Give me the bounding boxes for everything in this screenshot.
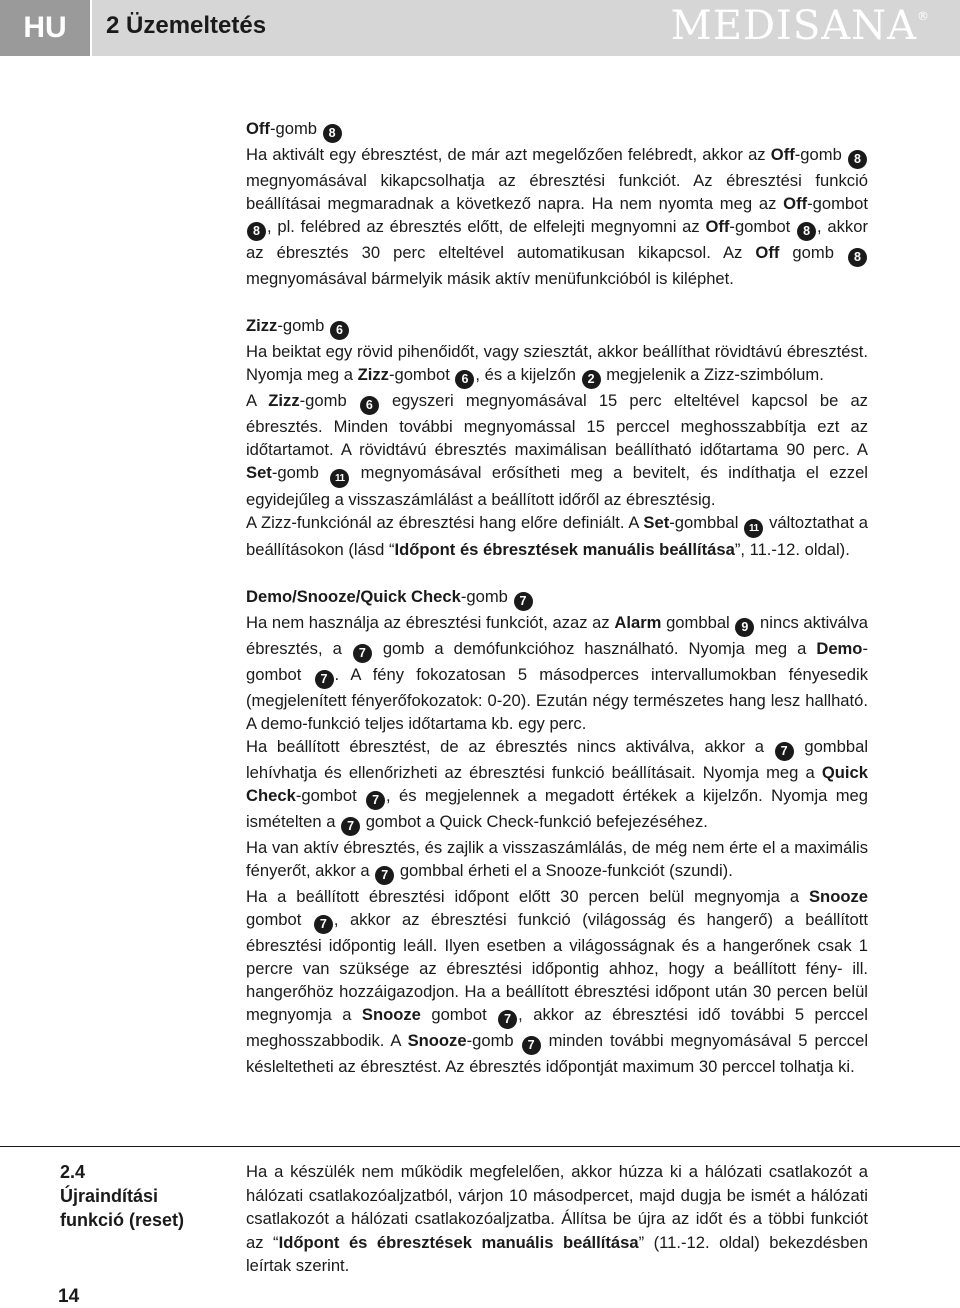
section-body <box>246 836 868 885</box>
text-run: A Zizz-funkciónál az ébresztési hang előre definiált. A <box>246 513 644 532</box>
callout-number: 7 <box>775 742 794 761</box>
bold-text: Zizz <box>357 365 389 384</box>
section-divider <box>0 1146 960 1147</box>
text-run: -gomb <box>277 316 325 335</box>
section-demo-snooze-button <box>246 585 868 1078</box>
main-content <box>246 117 868 1102</box>
callout-number: 8 <box>247 222 266 241</box>
section-body <box>246 340 868 389</box>
bold-text: Alarm <box>614 613 662 632</box>
text-run: -gombot <box>729 217 797 236</box>
text-run: Ha nem használja az ébresztési funkciót, azaz az <box>246 613 615 632</box>
page-number: 14 <box>58 1286 80 1307</box>
text-run: megnyomásával erősítheti meg a bevitelt, és indíthatja el ezzel egyidejűleg a visszaszámlálást a beállított időről az ébresztésig. <box>246 463 868 509</box>
text-run: -gombot <box>246 639 868 684</box>
callout-number: 7 <box>315 670 334 689</box>
callout-number: 7 <box>498 1010 517 1029</box>
bold-text: Demo/Snooze/Quick Check <box>246 587 461 606</box>
text-run: megnyomásával kikapcsolhatja az ébresztési funkciót. Az ébresztési funkció beállításai megmaradnak a következő napra. Ha nem nyomta meg az <box>246 171 868 213</box>
text-run: gomb a demófunkcióhoz használható. Nyomja meg a <box>372 639 817 658</box>
callout-number: 8 <box>848 248 867 267</box>
section-title <box>246 117 868 143</box>
section-title-line: funkció (reset) <box>60 1210 185 1230</box>
callout-number: 7 <box>314 915 333 934</box>
text-run: -gombot <box>807 194 868 213</box>
text-run: -gomb <box>299 391 359 410</box>
section-body <box>246 611 868 735</box>
callout-number: 7 <box>366 791 385 810</box>
section-title <box>246 314 868 340</box>
text-run: megnyomásával bármelyik másik aktív menüfunkcióból is kiléphet. <box>246 269 734 288</box>
bold-text: Időpont és ébresztések manuális beállítása <box>278 1232 639 1252</box>
text-run: -gombot <box>388 365 455 384</box>
callout-number: 11 <box>330 469 349 488</box>
text-run: -gomb <box>794 145 847 164</box>
text-run: . A fény fokozatosan 5 másodperces intervallumokban fényesedik (megjelenített fényerőfokozatok: 0-20). Ezután négy természetes hang lesz hallható. A demo-funkció teljes időtartama kb. egy perc. <box>246 665 868 733</box>
section-body <box>246 511 868 561</box>
bold-text: Snooze <box>808 887 868 906</box>
callout-number: 7 <box>375 866 394 885</box>
callout-number: 8 <box>848 150 867 169</box>
text-run: Ha van aktív ébresztés, és zajlik a visszaszámlálás, de még nem érte el a maximális fényerőt, akkor a <box>246 838 868 880</box>
bold-text: Set <box>246 463 272 482</box>
callout-number: 9 <box>735 618 754 637</box>
bold-text: Demo <box>816 639 863 658</box>
text-run: , és megjelennek a megadott értékek a kijelzőn. Nyomja meg ismételten a <box>246 786 868 831</box>
section-body <box>246 143 868 290</box>
callout-number: 7 <box>353 644 372 663</box>
section-off-button <box>246 117 868 290</box>
text-run: -gomb <box>271 463 330 482</box>
text-run: A <box>246 391 269 410</box>
text-run: Ha a beállított ébresztési időpont előtt 30 percen belül megnyomja a <box>246 887 809 906</box>
callout-number: 6 <box>455 370 474 389</box>
bold-text: Off <box>783 194 808 213</box>
text-run: gomb <box>779 243 848 262</box>
text-run: Ha aktivált egy ébresztést, de már azt megelőzően felébredt, akkor az <box>246 145 771 164</box>
text-run: -gombbal <box>669 513 744 532</box>
text-run: gombot <box>420 1005 498 1024</box>
text-run: -gomb <box>269 119 318 138</box>
chapter-bar <box>92 0 960 56</box>
text-run: -gombot <box>295 786 366 805</box>
registered-mark: ® <box>917 9 930 23</box>
text-run: megjelenik a Zizz-szimbólum. <box>601 365 824 384</box>
brand-logo <box>671 3 930 49</box>
reset-section-heading <box>60 1160 220 1232</box>
reset-section-body <box>246 1160 868 1278</box>
section-title-line: Újraindítási <box>60 1186 159 1206</box>
brand-name: MEDISANA <box>670 3 917 49</box>
bold-text: Set <box>643 513 670 532</box>
text-run: Ha beiktat egy rövid pihenőidőt, vagy sziesztát, akkor beállíthat rövidtávú ébresztést. Nyomja meg a <box>246 342 868 384</box>
bold-text: Snooze <box>407 1031 467 1050</box>
text-run: gombot <box>246 910 313 929</box>
page-header <box>0 0 960 56</box>
callout-number: 2 <box>582 370 601 389</box>
callout-number: 7 <box>514 592 533 611</box>
bold-text: Időpont és ébresztések manuális beállítása <box>394 540 735 559</box>
callout-number: 11 <box>744 519 763 538</box>
text-run: Ha a készülék nem működik megfelelően, akkor húzza ki a hálózati csatlakozót a hálózati csatlakozóaljzatból, várjon 10 másodpercet, majd dugja be ismét a hálózati csatlakozót a hálózati csatlakozóaljzatba. Állítsa be újra az időt és a többi funkciót az “ <box>246 1162 868 1252</box>
text-run: , és a kijelzőn <box>475 365 581 384</box>
bold-text: Off <box>246 119 270 138</box>
text-run: gombbal <box>661 613 735 632</box>
chapter-title: 2 Üzemeltetés <box>106 12 267 39</box>
text-run: , akkor az ébresztési funkció (világosság és hangerő) a beállított ébresztési időpontig leáll. Ilyen esetben a világosságnak és a hangerőnek csak 1 percre van szüksége az ébresztési időpontig ahhoz, hogy a beállított fény- ill. hangerőhöz hozzáigazodjon. Ha a beállított ébresztési időpont után 30 percen belül megnyomja a <box>246 910 868 1024</box>
callout-number: 8 <box>323 124 342 143</box>
text-run: ”, 11.-12. oldal). <box>734 540 850 559</box>
section-body <box>246 885 868 1078</box>
language-tab <box>0 0 90 56</box>
text-run: gombbal lehívhatja és ellenőrizheti az ébresztési funkció beállításait. Nyomja meg a <box>246 737 869 782</box>
text-run: gombot a Quick Check-funkció befejezéséhez. <box>361 812 708 831</box>
text-run: , akkor az ébresztés 30 perc elteltével automatikusan kikapcsol. Az <box>246 217 868 262</box>
section-body <box>246 735 868 836</box>
bold-text: Quick Check <box>246 763 868 805</box>
text-run: ” (11.-12. oldal) bekezdésben leírtak szerint. <box>246 1232 868 1275</box>
text-run: nincs aktiválva ébresztés, a <box>246 613 868 658</box>
callout-number: 7 <box>522 1036 541 1055</box>
section-number: 2.4 <box>60 1162 86 1182</box>
section-zizz-button <box>246 314 868 561</box>
text-run: , akkor az ébresztési idő további 5 perccel meghosszabbodik. A <box>246 1005 868 1050</box>
bold-text: Off <box>705 217 730 236</box>
text-run: minden további megnyomásával 5 perccel késleltetheti az ébresztést. Az ébresztés időpontját maximum 30 perccel tolhatja ki. <box>246 1031 869 1076</box>
text-run: -gomb <box>466 1031 521 1050</box>
text-run: -gomb <box>460 587 508 606</box>
text-run: , pl. felébred az ébresztés előtt, de elfelejti megnyomni az <box>267 217 706 236</box>
section-title <box>246 585 868 611</box>
callout-number: 6 <box>360 396 379 415</box>
text-run: gombbal érheti el a Snooze-funkciót (szundi). <box>395 861 733 880</box>
bold-text: Zizz <box>246 316 278 335</box>
callout-number: 7 <box>341 817 360 836</box>
callout-number: 6 <box>330 321 349 340</box>
text-run: Ha beállított ébresztést, de az ébresztés nincs aktiválva, akkor a <box>246 737 774 756</box>
text-run: egyszeri megnyomásával 15 perc elteltével kapcsol be az ébresztés. Minden további megnyomással 15 perccel meghosszabbítja ezt az időtartamot. A rövidtávú ébresztés maximálisan beállítható időtartama 90 perc. A <box>246 391 868 459</box>
text-run: változtathat a beállításokon (lásd “ <box>246 513 868 559</box>
section-body <box>246 389 868 511</box>
bold-text: Snooze <box>361 1005 421 1024</box>
language-code: HU <box>23 11 67 44</box>
bold-text: Zizz <box>268 391 300 410</box>
bold-text: Off <box>770 145 795 164</box>
bold-text: Off <box>755 243 780 262</box>
callout-number: 8 <box>797 222 816 241</box>
